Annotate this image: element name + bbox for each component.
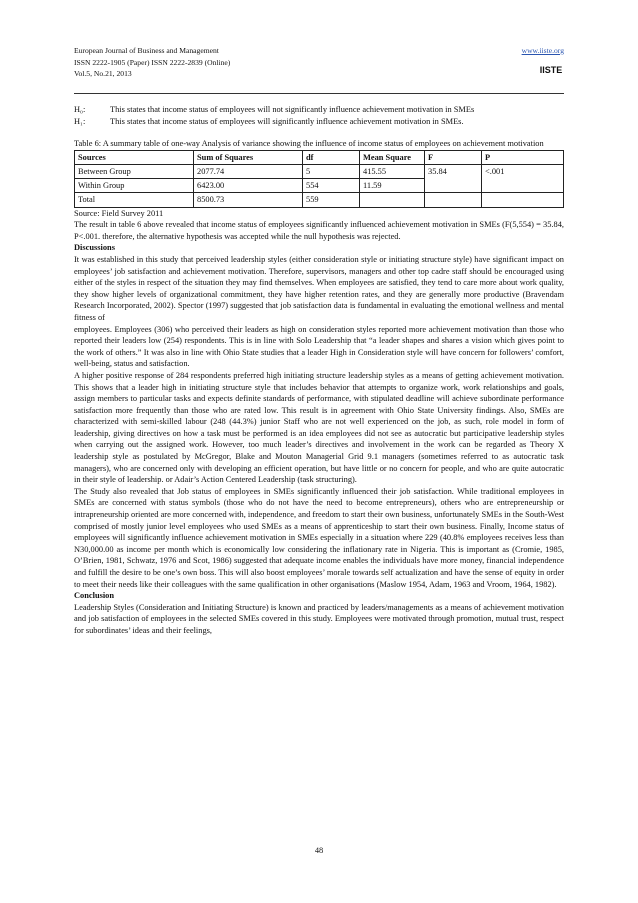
hypothesis-text: This states that income status of employees will not significantly influence achievement motivation in SMEs bbox=[110, 105, 475, 114]
discussion-paragraph: A higher positive response of 284 respondents preferred high initiating structure leadership styles as a means of getting achievement motivation. This shows that a leader high in initiating structure style that includes behavior that attempts to organize work, work relationships and goals, assign members to particular tasks and expects definite standards of performance, with stipulated deadline will achieve subordinate performance satisfaction more frequently than those who are rated low. This result is in agreement with Ohio State University findings. Also, SMEs are characterized with semi-skilled labour (248 (44.3%) junior Staff who are not well experienced on the job, as such, role model in form of leadership, giving directives on how a task must be performed is an idea employees did not see as autocratic but participative leadership styles when carrying out the assigned work. However, too much leader’s directives and involvement in the work can be regarded as Theory X leadership style as postulated by McGregor, Blake and Mouton Managerial Grid 9.1 managers (sometimes referred to as autocratic task managers), who are concerned only with developing an efficient operation, but have little or no concern for people, and who are quite autocratic in their style of leadership. or Adair’s Action Centered Leadership (task structuring). bbox=[74, 370, 564, 485]
hypothesis-alternative bbox=[74, 116, 564, 128]
journal-name: European Journal of Business and Management bbox=[74, 46, 219, 55]
hypothesis-null bbox=[74, 104, 564, 116]
table-cell: 35.84 bbox=[425, 164, 482, 192]
hypothesis-text: This states that income status of employees will significantly influence achievement motivation in SMEs. bbox=[110, 116, 464, 126]
discussions-heading: Discussions bbox=[74, 243, 115, 253]
table-cell: 6423.00 bbox=[194, 179, 303, 193]
table-cell: <.001 bbox=[482, 164, 564, 192]
journal-url-link[interactable]: www.iiste.org bbox=[521, 46, 564, 55]
hypothesis-label: H₁: bbox=[74, 116, 86, 126]
discussion-paragraph: The Study also revealed that Job status of employees in SMEs significantly influenced their job satisfaction. While traditional employees in SMEs are concerned with status symbols (those who do not have the need to become entrepreneurs), others who are entrepreneurship or intrapreneurship oriented are more concerned with, independence, and freedom to start their own business, unfortunately SMEs in the South-West comprised of mostly junior level employees who used SMEs as a means of apprenticeship to start their own business. Finally, Income status of employees will significantly influence achievement motivation in SMEs especially in a situation where 229 (40.8% employees receives less than N30,000.00 as income per month which is economically low considering the inflationary rate in Nigeria. This is important as (Cromie, 1985, O’Brien, 1981, Schwatz, 1976 and Scot, 1986) suggested that adequate income enables the individuals have more money, financial independence and fulfill the desire to be one’s own boss. This will also boost employees’ morale towards self actualization and have the sense of equity in order to meet their needs like their colleagues with the same qualification in other organisations (Maslow 1954, Adam, 1963 and Vroom, 1964, 1982). bbox=[74, 486, 564, 589]
table-cell: 8500.73 bbox=[194, 193, 303, 207]
table-cell: 2077.74 bbox=[194, 164, 303, 178]
table-cell: 415.55 bbox=[360, 164, 425, 178]
hypothesis-label: H₀: bbox=[74, 105, 86, 114]
col-header: df bbox=[303, 150, 360, 164]
table-source: Source: Field Survey 2011 bbox=[74, 208, 164, 218]
table-row bbox=[75, 164, 564, 178]
table-cell bbox=[425, 193, 482, 207]
anova-table bbox=[74, 150, 564, 208]
col-header: P bbox=[482, 150, 564, 164]
table-cell bbox=[360, 193, 425, 207]
article-body bbox=[74, 104, 564, 637]
logo-text: IISTE bbox=[539, 65, 563, 75]
table-caption: Table 6: A summary table of one-way Analysis of variance showing the influence of income status of employees on achievement motivation bbox=[74, 139, 544, 149]
result-paragraph: The result in table 6 above revealed that income status of employees significantly influenced achievement motivation in SMEs (F(5,554) = 35.84, P<.001. therefore, the alternative hypothesis was accepted while the null hypothesis was rejected. bbox=[74, 220, 564, 241]
table-cell: Within Group bbox=[75, 179, 194, 193]
header-rule bbox=[74, 93, 564, 94]
issn: ISSN 2222-1905 (Paper) ISSN 2222-2839 (Online) bbox=[74, 57, 231, 67]
col-header: Sources bbox=[75, 150, 194, 164]
page-number: 48 bbox=[314, 846, 324, 855]
table-cell: 5 bbox=[303, 164, 360, 178]
table-cell bbox=[482, 193, 564, 207]
col-header: Mean Square bbox=[360, 150, 425, 164]
table-cell: Between Group bbox=[75, 164, 194, 178]
discussion-paragraph: employees. Employees (306) who perceived their leaders as high on consideration styles reported more achievement motivation than those who reported their leaders low (254) respondents. This is in line with Solo Leadership that “a leader shapes and shares a vision which gives point to the work of others.” It was also in line with Ohio State studies that a leader High in Consideration style will have concern for followers’ comfort, well-being, status and satisfaction. bbox=[74, 324, 564, 369]
col-header: Sum of Squares bbox=[194, 150, 303, 164]
conclusion-heading: Conclusion bbox=[74, 591, 115, 601]
table-row-total bbox=[75, 193, 564, 207]
page-header bbox=[74, 45, 564, 80]
col-header: F bbox=[425, 150, 482, 164]
volume: Vol.5, No.21, 2013 bbox=[74, 69, 132, 78]
iiste-logo bbox=[538, 58, 564, 78]
table-cell: 554 bbox=[303, 179, 360, 193]
discussion-paragraph: It was established in this study that perceived leadership styles (either consideration style or initiating structure style) have significant impact on employees’ job satisfaction and achievement motivation. Therefore, supervisors, managers and other top cadre staff should be encouraged using either of the styles in respect of the situation they may find themselves. When employees are satisfied, they tend to care more about work quality, they show higher levels of organizational commitment, they have higher retention rates, and they are generally more productive (Bravendam Research Incorporated, 2002). Spector (1997) suggested that job satisfaction data is fundamental in evaluating the emotional wellness and mental fitness of bbox=[74, 254, 564, 322]
table-cell: 559 bbox=[303, 193, 360, 207]
table-header-row bbox=[75, 150, 564, 164]
table-cell: Total bbox=[75, 193, 194, 207]
conclusion-paragraph: Leadership Styles (Consideration and Initiating Structure) is known and practiced by leaders/managements as a means of achievement motivation and job satisfaction of employees in the selected SMEs covered in this study. Employees were motivated through promotion, mutual trust, respect for subordinates’ ideas and their feelings, bbox=[74, 602, 564, 635]
table-cell: 11.59 bbox=[360, 179, 425, 193]
